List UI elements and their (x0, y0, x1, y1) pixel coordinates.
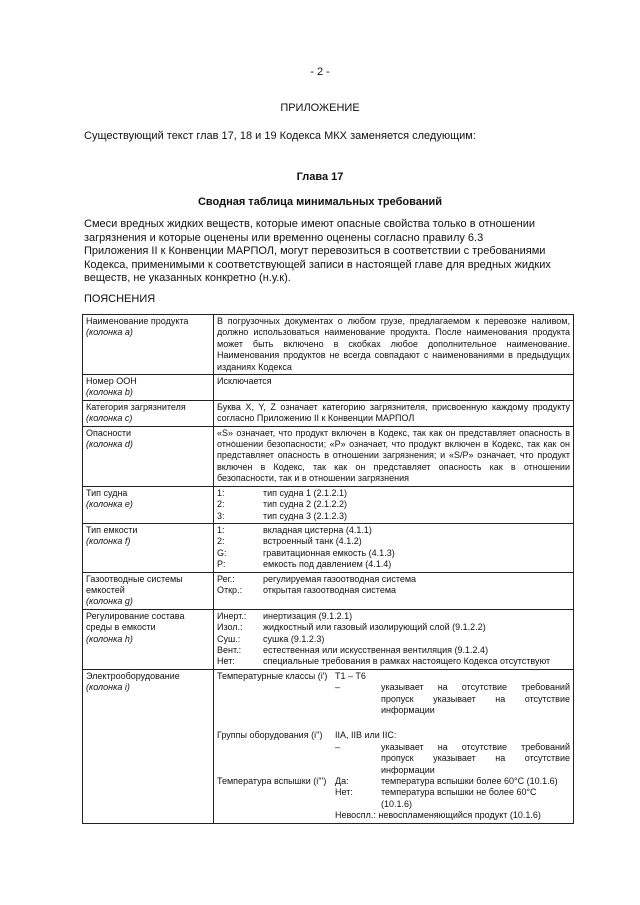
row-label: Номер ООН (86, 376, 137, 387)
row-label-cell (83, 315, 214, 375)
flash-point-label: Температура вспышки (i''') (217, 776, 327, 787)
row-label: Тип емкости (86, 524, 138, 535)
table-row (83, 523, 574, 572)
row-label: Наименование продукта (86, 316, 189, 326)
temperature-class-label: Температурные классы (i') (217, 670, 328, 681)
row-description (214, 523, 574, 572)
page-number: - 2 - (310, 66, 330, 78)
table-row (83, 669, 574, 823)
list-item: 2: тип судна 2 (2.1.2.2) (217, 499, 347, 510)
flash-point-block (217, 776, 570, 822)
table-row (83, 486, 574, 523)
list-item: Вент.: естественная или искусственная вентиляция (9.1.2.4) (217, 644, 489, 655)
section-subtitle: Сводная таблица минимальных требований (197, 196, 443, 208)
row-label-cell (83, 426, 214, 486)
list-item: Изол.: жидкостный или газовый изолирующий слой (9.1.2.2) (217, 622, 486, 633)
list-item: 3: тип судна 3 (2.1.2.3) (217, 510, 347, 521)
row-label-cell (83, 400, 214, 426)
column-ref: (колонка f) (86, 536, 131, 547)
list-item: Суш.: сушка (9.1.2.3) (217, 633, 325, 644)
table-row (83, 609, 574, 669)
row-label-cell (83, 523, 214, 572)
row-label: Газоотводные системы емкостей (86, 573, 183, 595)
row-label: Электрооборудование (86, 670, 180, 681)
column-ref: (колонка d) (86, 439, 133, 450)
list-item: Откр.: открытая газоотводная система (217, 584, 397, 595)
list-item: P: емкость под давлением (4.1.4) (217, 559, 392, 570)
paragraph-line: загрязнения и которые оценены или временно оценены согласно правилу 6.3 (84, 231, 484, 244)
list-item: Да: температура вспышки более 60°C (10.1.6) (335, 776, 558, 787)
temperature-class-block (217, 671, 570, 717)
equipment-group-value: IIA, IIB или IIC: (335, 730, 397, 741)
temperature-class-value: T1 – T6 (335, 670, 366, 681)
list-item: Нет: специальные требования в рамках настоящего Кодекса отсутствуют (217, 656, 551, 667)
row-description (214, 669, 574, 823)
row-label-cell (83, 486, 214, 523)
paragraph-line: Приложения II к Конвенции МАРПОЛ, могут перевозиться в соответствии с требованиями (84, 245, 546, 258)
column-ref: (колонка i) (86, 682, 130, 693)
column-ref: (колонка a) (86, 327, 133, 338)
explanations-heading: ПОЯСНЕНИЯ (84, 293, 156, 305)
paragraph-line: веществ, не указанных конкретно (н.у.к). (84, 272, 291, 285)
row-description (214, 486, 574, 523)
row-description: В погрузочных документах о любом грузе, предлагаемом к перевозке наливом, должно использоваться наименование продукта. После наименования продукта может быть включено в скобках любое дополнительное наименование. Наименования продуктов не всегда совпадают с наименованиями в предыдущих изданиях Кодекса (214, 315, 574, 375)
column-ref: (колонка b) (86, 387, 133, 398)
explanations-table (82, 314, 574, 824)
annex-title: ПРИЛОЖЕНИЕ (280, 102, 360, 114)
row-description: «S» означает, что продукт включен в Кодекс, так как он представляет опасность в отношении безопасности; «P» означает, что продукт включен в Кодекс, так как он представляет опасность в отношении загрязнения; и «S/P» означает, что продукт включен в Кодекс, так как он представляет опасность как в отношении безопасности, так и в отношении загрязнения (214, 426, 574, 486)
list-item: 1: вкладная цистерна (4.1.1) (217, 524, 372, 535)
table-row (83, 400, 574, 426)
row-label-cell (83, 609, 214, 669)
table-row (83, 572, 574, 609)
table-row (83, 315, 574, 375)
row-label: Тип судна (86, 487, 128, 498)
intro-paragraph (84, 218, 572, 286)
row-label: Опасности (86, 427, 132, 438)
list-item: Инерт.: инертизация (9.1.2.1) (217, 610, 353, 621)
row-label-cell (83, 572, 214, 609)
row-description (214, 609, 574, 669)
paragraph-line: Смеси вредных жидких веществ, которые имеют опасные свойства только в отношении (84, 218, 536, 230)
table-row (83, 375, 574, 401)
chapter-title: Глава 17 (296, 171, 344, 183)
list-item: 1: тип судна 1 (2.1.2.1) (217, 487, 347, 498)
temperature-class-note: – указывает на отсутствие требований пропуск указывает на отсутствие информации (335, 682, 570, 715)
row-description: Исключается (214, 375, 574, 401)
row-description (214, 572, 574, 609)
column-ref: (колонка e) (86, 499, 133, 510)
column-ref: (колонка g) (86, 596, 133, 607)
equipment-group-label: Группы оборудования (i'') (217, 730, 323, 741)
equipment-group-block (217, 730, 570, 776)
list-item: Рег.: регулируемая газоотводная система (217, 573, 417, 584)
equipment-group-note: – указывает на отсутствие требований пропуск указывает на отсутствие информации (335, 741, 570, 775)
nonflammable-item: Невоспл.: невоспламеняющийся продукт (10.1.6) (335, 810, 541, 821)
intro-text: Существующий текст глав 17, 18 и 19 Кодекса МКХ заменяется следующим: (84, 130, 476, 142)
column-ref: (колонка h) (86, 633, 133, 644)
list-item: 2: встроенный танк (4.1.2) (217, 536, 362, 547)
row-description: Буква X, Y, Z означает категорию загрязнителя, присвоенную каждому продукту согласно Приложению II к Конвенции МАРПОЛ (214, 400, 574, 426)
list-item: G: гравитационная емкость (4.1.3) (217, 547, 395, 558)
row-label-cell (83, 375, 214, 401)
row-label-cell (83, 669, 214, 823)
row-label: Регулирование состава среды в емкости (86, 610, 185, 633)
column-ref: (колонка c) (86, 413, 133, 424)
list-item: Нет: температура вспышки не более 60°C (10.1.6) (335, 787, 537, 809)
table-row (83, 426, 574, 486)
row-label: Категория загрязнителя (86, 401, 186, 412)
paragraph-line: Кодекса, применимыми к соответствующей записи в настоящей главе для вредных жидких (84, 258, 551, 271)
